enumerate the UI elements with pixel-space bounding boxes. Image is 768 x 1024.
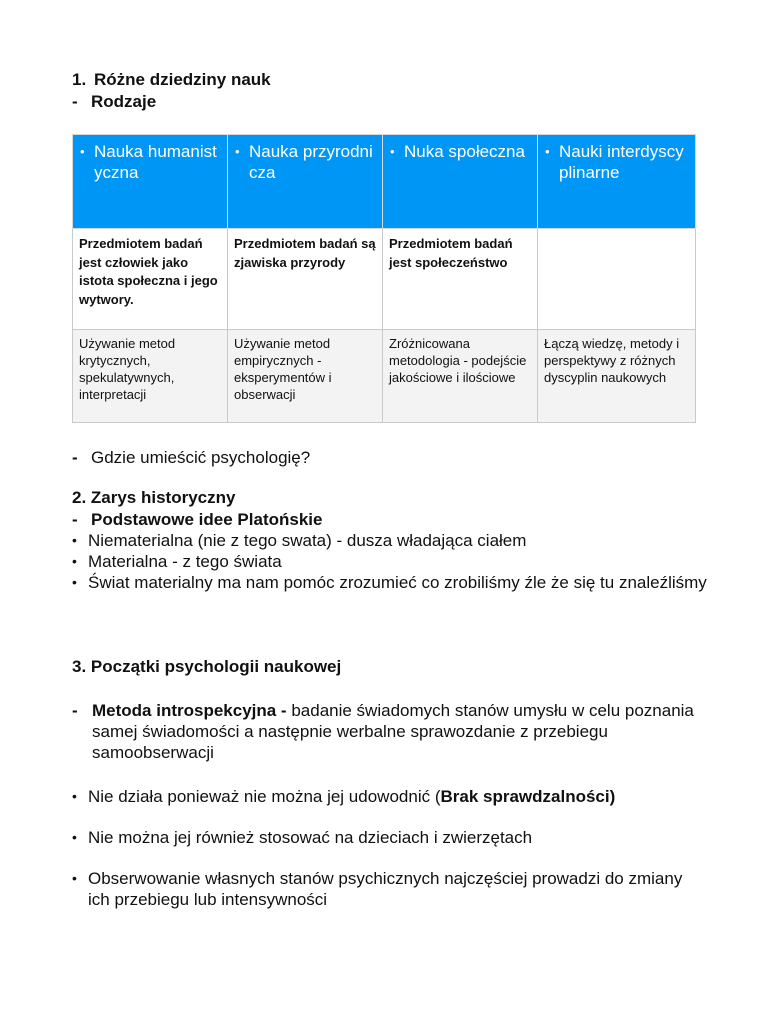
table-cell <box>228 229 383 330</box>
science-types-table <box>72 134 696 423</box>
critique-1-text: Nie działa ponieważ nie można jej udowodnić ( <box>88 787 441 806</box>
section-1-subtitle: Rodzaje <box>91 92 157 111</box>
dash-marker: - <box>72 701 78 720</box>
dash-marker: - <box>72 510 78 529</box>
table-header-row <box>73 135 696 229</box>
table-cell <box>383 229 538 330</box>
bullet-icon: • <box>72 553 77 569</box>
header-natural: Nauka przyrodnicza <box>249 142 373 182</box>
platonic-idea-2: Materialna - z tego świata <box>88 552 282 571</box>
subject-natural: Przedmiotem badań są zjawiska przyrody <box>234 236 376 270</box>
table-header-cell <box>538 135 696 229</box>
bullet-icon: • <box>390 144 395 159</box>
subject-interdisciplinary <box>538 229 695 235</box>
section-2-heading: 2. Zarys historyczny <box>72 488 236 507</box>
section-1-number: 1. <box>72 70 87 89</box>
method-humanities: Używanie metod krytycznych, spekulatywnych, interpretacji <box>79 336 176 402</box>
table-header-cell <box>73 135 228 229</box>
section-3-heading: 3. Początki psychologii naukowej <box>72 657 342 676</box>
table-row-methods <box>73 330 696 423</box>
header-interdisciplinary: Nauki interdyscyplinarne <box>559 142 684 182</box>
table-cell <box>73 330 228 423</box>
method-social: Zróżnicowana metodologia - podejście jakościowe i ilościowe <box>389 336 527 385</box>
table-cell <box>228 330 383 423</box>
method-interdisciplinary: Łączą wiedzę, metody i perspektywy z różnych dyscyplin naukowych <box>544 336 680 385</box>
question-text: Gdzie umieścić psychologię? <box>91 448 311 467</box>
bullet-icon: • <box>72 788 77 804</box>
bullet-icon: • <box>72 829 77 845</box>
dash-marker: - <box>72 448 78 467</box>
critique-2: Nie można jej również stosować na dzieciach i zwierzętach <box>88 828 533 847</box>
table-cell <box>538 330 696 423</box>
table-header-cell <box>228 135 383 229</box>
critique-1 <box>88 786 708 807</box>
header-humanities: Nauka humanistyczna <box>94 142 217 182</box>
method-natural: Używanie metod empirycznych - eksperymentów i obserwacji <box>234 336 332 402</box>
table-cell <box>73 229 228 330</box>
header-social: Nuka społeczna <box>404 142 525 161</box>
platonic-idea-3: Świat materialny ma nam pomóc zrozumieć co zrobiliśmy źle że się tu znaleźliśmy <box>88 573 707 592</box>
bullet-icon: • <box>72 532 77 548</box>
bullet-icon: • <box>72 870 77 886</box>
section-2-subtitle: Podstawowe idee Platońskie <box>91 510 323 529</box>
section-1-subheading <box>72 91 156 113</box>
dash-marker: - <box>72 92 78 111</box>
section-2-subheading <box>72 509 322 531</box>
table-cell <box>383 330 538 423</box>
bullet-icon: • <box>72 574 77 590</box>
table-header-cell <box>383 135 538 229</box>
method-description: badanie świadomych stanów umysłu w celu poznania samej świadomości a następnie werbalne sprawozdanie z przebiegu samoobserwacji <box>92 701 694 762</box>
section-1-title: Różne dziedziny nauk <box>94 70 271 89</box>
psychology-question <box>72 447 310 468</box>
critique-3: Obserwowanie własnych stanów psychicznych najczęściej prowadzi do zmiany ich przebiegu lub intensywności <box>88 869 683 909</box>
table-cell <box>538 229 696 330</box>
bullet-icon: • <box>235 144 240 159</box>
subject-social: Przedmiotem badań jest społeczeństwo <box>389 236 513 270</box>
method-term: Metoda introspekcyjna - <box>92 701 287 720</box>
section-1-heading <box>72 69 271 91</box>
introspection-method <box>72 700 702 763</box>
table-row-subject <box>73 229 696 330</box>
platonic-idea-1: Niematerialna (nie z tego swata) - dusza władająca ciałem <box>88 531 527 550</box>
subject-humanities: Przedmiotem badań jest człowiek jako istota społeczna i jego wytwory. <box>79 236 218 307</box>
bullet-icon: • <box>80 144 85 159</box>
critique-1-bold: Brak sprawdzalności) <box>440 787 616 806</box>
bullet-icon: • <box>545 144 550 159</box>
